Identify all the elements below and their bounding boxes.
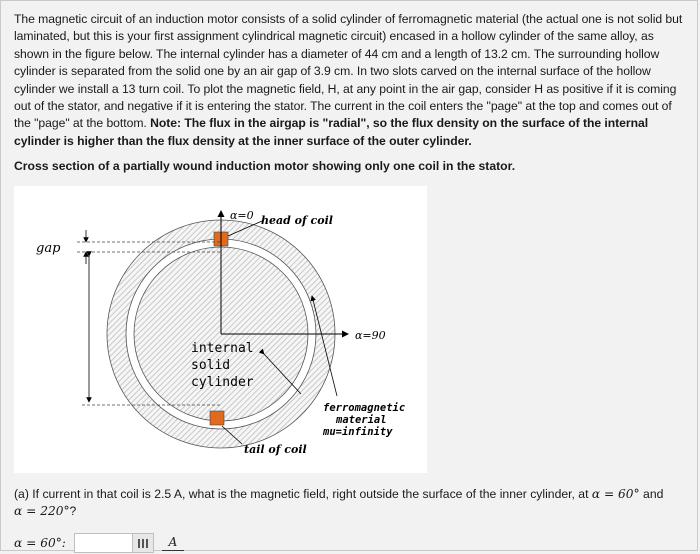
- internal-label-2: solid: [191, 358, 231, 373]
- keypad-button[interactable]: [132, 533, 154, 553]
- internal-label-3: cylinder: [191, 375, 254, 390]
- answer-input[interactable]: [74, 533, 132, 553]
- unit-fraction-bar: [162, 550, 184, 551]
- motor-figure: [14, 186, 427, 473]
- problem-text: [14, 11, 690, 150]
- alpha90-label: α=90: [355, 329, 386, 342]
- tail-label: tail of coil: [244, 443, 307, 456]
- ferro-label-3: mu=infinity: [323, 426, 393, 438]
- internal-label-1: internal: [191, 341, 254, 356]
- head-label: head of coil: [261, 214, 333, 227]
- answer-row: [14, 532, 184, 554]
- figure-caption: Cross section of a partially wound induction motor showing only one coil in the stator.: [14, 159, 516, 173]
- question-and: and: [639, 487, 664, 501]
- coil-tail: [210, 411, 224, 425]
- answer-label: α = 60°:: [14, 536, 66, 550]
- motor-cross-section: [14, 186, 427, 473]
- ferro-label-1: ferromagnetic: [323, 402, 406, 414]
- question-a: [14, 486, 690, 520]
- unit-numerator: A: [168, 535, 178, 549]
- alpha0-label: α=0: [230, 209, 254, 222]
- question-prefix: (a) If current in that coil is 2.5 A, what is the magnetic field, right outside the surface of the inner cylinder, at: [14, 487, 592, 501]
- ferro-label-2: material: [336, 414, 387, 426]
- question-suffix: ?: [69, 504, 77, 518]
- gap-label: gap: [36, 241, 61, 256]
- problem-intro: The magnetic circuit of an induction motor consists of a solid cylinder of ferromagnetic material (the actual one is not solid but laminated, but this is your first assignment cylindrical magnetic circuit) encased in a hollow cylinder of the same alloy, as shown in the figure below. The internal cylinder has a diameter of 44 cm and a length of 13.2 cm. The surrounding hollow cylinder is separated from the solid one by an air gap of 3.9 cm. In two slots carved on the internal surface of the hollow cylinder we install a 13 turn coil. To plot the magnetic field, H, at any point in the air gap, consider H as positive if it is coming out of the stator, and negative if it is entering the stator. The current in the coil enters the "page" at the top and comes out of the "page" at the bottom.: [14, 12, 683, 131]
- keypad-icon: [138, 539, 148, 548]
- problem-note: Note: The flux in the airgap is "radial", so the flux density on the surface of the internal cylinder is higher than the flux density at the inner surface of the outer cylinder.: [14, 116, 649, 148]
- answer-unit: [162, 535, 184, 551]
- question-alpha-60: α = 60°: [591, 487, 640, 501]
- question-alpha-220: α = 220°: [14, 504, 70, 518]
